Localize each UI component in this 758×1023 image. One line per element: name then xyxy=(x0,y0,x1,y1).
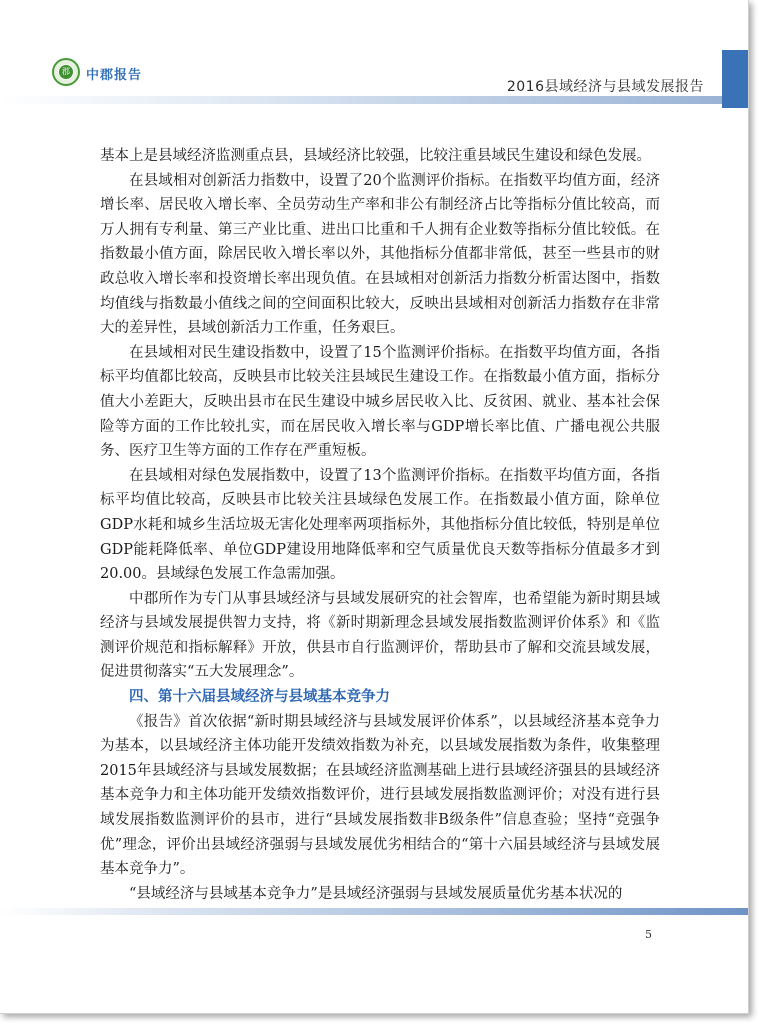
paragraph-report-basis: 《报告》首次依据“新时期县域经济与县域发展评价体系”，以县域经济基本竞争力为基本，以县域经济主体功能开发绩效指数为补充，以县域发展指数为条件，收集整理2015年县域经济与县域发展数据；在县域经济监测基础上进行县域经济强县的县域经济基本竞争力和主体功能开发绩效指数评价，进行县域发展指数监测评价；对没有进行县域发展指数监测评价的县市，进行“县域发展指数非B级条件”信息查验；坚持“竞强争优”理念，评价出县域经济强弱与县域发展优劣相结合的“第十六届县域经济与县域发展基本竞争力”。 xyxy=(100,713,660,878)
section-heading: 四、第十六届县域经济与县域基本竞争力 xyxy=(129,689,390,706)
page-body xyxy=(100,144,660,906)
report-title: 2016县域经济与县域发展报告 xyxy=(506,79,704,95)
page-number: 5 xyxy=(645,928,652,941)
paragraph-innovation-index: 在县域相对创新活力指数中，设置了20个监测评价指标。在指数平均值方面，经济增长率、居民收入增长率、全员劳动生产率和非公有制经济占比等指标分值比较高，而万人拥有专利量、第三产业比重、进出口比重和千人拥有企业数等指标分值比较低。在指数最小值方面，除居民收入增长率以外，其他指标分值都非常低，甚至一些县市的财政总收入增长率和投资增长率出现负值。在县域相对创新活力指数分析雷达图中，指数均值线与指数最小值线之间的空间面积比较大，反映出县域相对创新活力指数存在非常大的差异性，县域创新活力工作重，任务艰巨。 xyxy=(100,172,660,337)
page-header xyxy=(0,0,748,110)
paragraph-think-tank: 中郡所作为专门从事县域经济与县域发展研究的社会智库，也希望能为新时期县域经济与县域发展提供智力支持，将《新时期新理念县域发展指数监测评价体系》和《监测评价规范和指标解释》开放，供县市自行监测评价，帮助县市了解和交流县域发展，促进贯彻落实“五大发展理念”。 xyxy=(100,590,660,681)
header-divider xyxy=(0,96,722,104)
header-tab xyxy=(722,50,748,108)
paragraph-green-index: 在县域相对绿色发展指数中，设置了13个监测评价指标。在指数平均值方面，各指标平均值比较高，反映县市比较关注县域绿色发展工作。在指数最小值方面，除单位GDP水耗和城乡生活垃圾无害化处理率两项指标外，其他指标分值比较低，特别是单位GDP能耗降低率、单位GDP建设用地降低率和空气质量优良天数等指标分值最多才到20.00。县域绿色发展工作急需加强。 xyxy=(100,467,660,583)
logo-mark: 郡 xyxy=(59,65,73,79)
paragraph-livelihood-index: 在县域相对民生建设指数中，设置了15个监测评价指标。在指数平均值方面，各指标平均值都比较高，反映县市比较关注县域民生建设工作。在指数最小值方面，指标分值大小差距大，反映出县市在民生建设中城乡居民收入比、反贫困、就业、基本社会保险等方面的工作比较扎实，而在居民收入增长率与GDP增长率比值、广播电视公共服务、医疗卫生等方面的工作存在严重短板。 xyxy=(100,344,660,460)
brand-name: 中郡报告 xyxy=(86,68,143,83)
footer-divider xyxy=(0,908,748,915)
zhongjun-logo xyxy=(52,58,80,86)
paragraph-competitiveness: “县域经济与县域基本竞争力”是县域经济强弱与县域发展质量优劣基本状况的 xyxy=(129,885,623,902)
paragraph-continuation: 基本上是县域经济监测重点县，县域经济比较强，比较注重县域民生建设和绿色发展。 xyxy=(100,148,651,164)
